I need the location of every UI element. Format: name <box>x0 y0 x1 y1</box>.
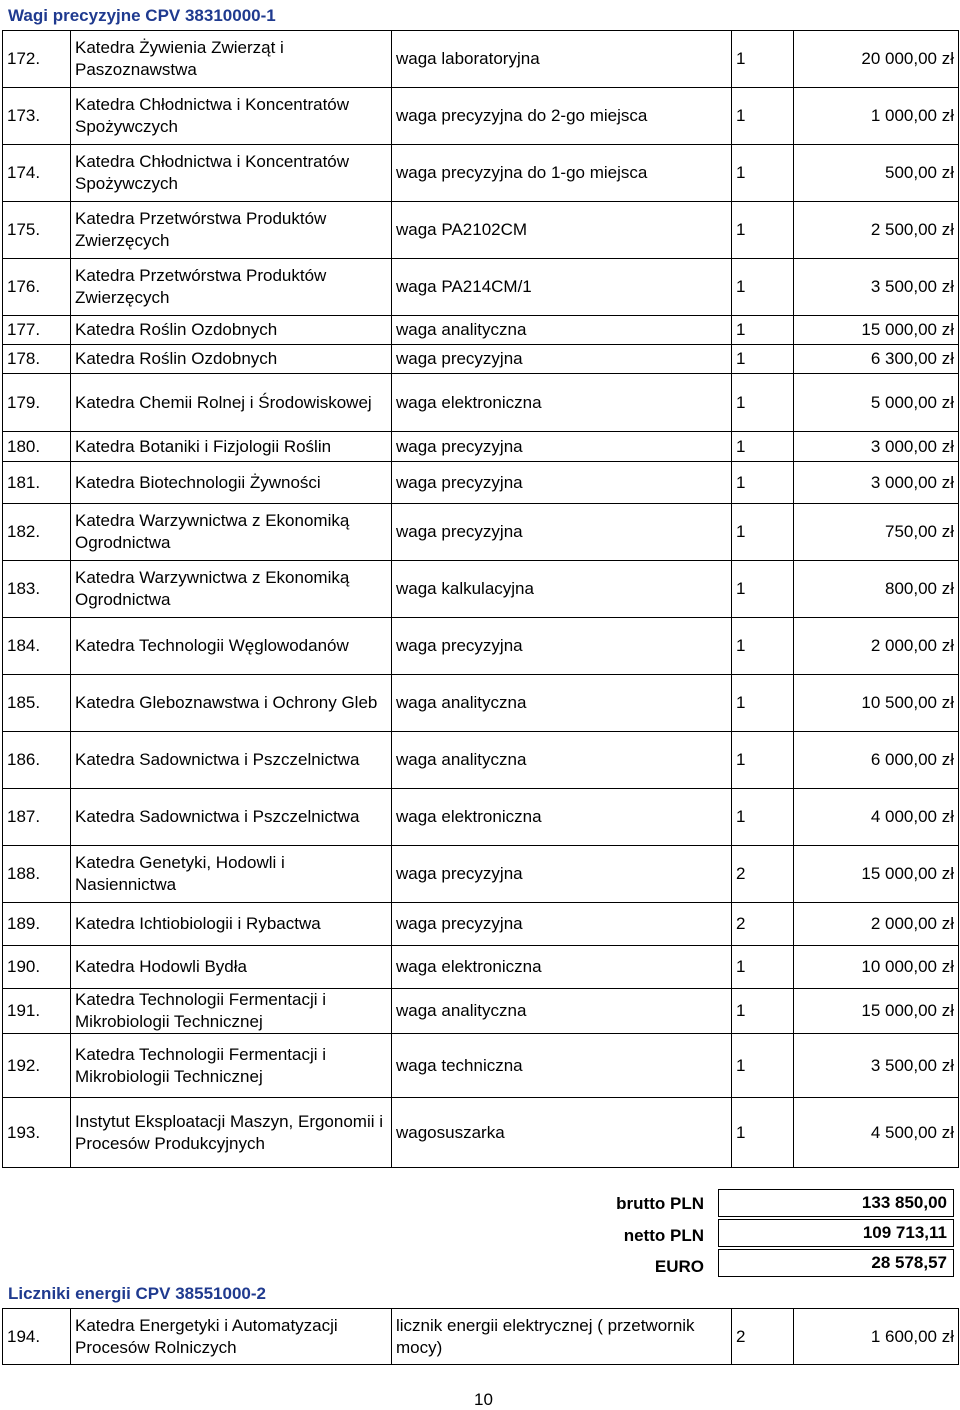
department: Katedra Botaniki i Fizjologii Roślin <box>71 432 392 462</box>
item-name: waga elektroniczna <box>392 374 732 432</box>
price: 6 000,00 zł <box>794 732 959 789</box>
item-name: waga elektroniczna <box>392 789 732 846</box>
total-net-value: 109 713,11 <box>718 1219 954 1247</box>
price: 10 000,00 zł <box>794 946 959 989</box>
table-row <box>3 259 959 316</box>
department: Katedra Ichtiobiologii i Rybactwa <box>71 903 392 946</box>
quantity: 1 <box>732 946 794 989</box>
department: Katedra Przetwórstwa Produktów Zwierzęcych <box>71 202 392 259</box>
department: Katedra Sadownictwa i Pszczelnictwa <box>71 732 392 789</box>
table-row <box>3 561 959 618</box>
item-name: waga precyzyjna <box>392 903 732 946</box>
quantity: 1 <box>732 259 794 316</box>
quantity: 1 <box>732 789 794 846</box>
table-row <box>3 903 959 946</box>
department: Katedra Technologii Fermentacji i Mikrobiologii Technicznej <box>71 1034 392 1098</box>
item-name: waga precyzyjna do 1-go miejsca <box>392 145 732 202</box>
quantity: 1 <box>732 1034 794 1098</box>
row-number: 184. <box>3 618 71 675</box>
quantity: 1 <box>732 432 794 462</box>
table-row <box>3 789 959 846</box>
quantity: 1 <box>732 618 794 675</box>
price: 3 500,00 zł <box>794 259 959 316</box>
quantity: 1 <box>732 989 794 1034</box>
table-row <box>3 846 959 903</box>
price: 3 500,00 zł <box>794 1034 959 1098</box>
department: Instytut Eksploatacji Maszyn, Ergonomii i Procesów Produkcyjnych <box>71 1098 392 1168</box>
department: Katedra Technologii Węglowodanów <box>71 618 392 675</box>
item-name: waga PA214CM/1 <box>392 259 732 316</box>
quantity: 1 <box>732 31 794 88</box>
table-row <box>3 31 959 88</box>
row-number: 178. <box>3 345 71 374</box>
item-name: waga kalkulacyjna <box>392 561 732 618</box>
row-number: 175. <box>3 202 71 259</box>
row-number: 187. <box>3 789 71 846</box>
row-number: 180. <box>3 432 71 462</box>
row-number: 174. <box>3 145 71 202</box>
row-number: 193. <box>3 1098 71 1168</box>
item-name: waga analityczna <box>392 316 732 345</box>
department: Katedra Technologii Fermentacji i Mikrobiologii Technicznej <box>71 989 392 1034</box>
table-row <box>3 432 959 462</box>
price: 4 000,00 zł <box>794 789 959 846</box>
quantity: 1 <box>732 732 794 789</box>
table-row <box>3 1098 959 1168</box>
item-name: waga precyzyjna <box>392 618 732 675</box>
section-title-scales: Wagi precyzyjne CPV 38310000-1 <box>8 6 276 25</box>
item-name: waga analityczna <box>392 989 732 1034</box>
price: 3 000,00 zł <box>794 432 959 462</box>
row-number: 181. <box>3 462 71 504</box>
table-row <box>3 345 959 374</box>
department: Katedra Chłodnictwa i Koncentratów Spożywczych <box>71 88 392 145</box>
item-name: waga techniczna <box>392 1034 732 1098</box>
page-number: 10 <box>474 1390 493 1409</box>
department: Katedra Gleboznawstwa i Ochrony Gleb <box>71 675 392 732</box>
item-name: licznik energii elektrycznej ( przetwornik mocy) <box>392 1309 732 1365</box>
scales-table <box>2 30 959 1168</box>
department: Katedra Energetyki i Automatyzacji Procesów Rolniczych <box>71 1309 392 1365</box>
item-name: waga laboratoryjna <box>392 31 732 88</box>
row-number: 179. <box>3 374 71 432</box>
row-number: 183. <box>3 561 71 618</box>
table-row <box>3 989 959 1034</box>
meters-table <box>2 1308 959 1365</box>
item-name: waga precyzyjna do 2-go miejsca <box>392 88 732 145</box>
department: Katedra Genetyki, Hodowli i Nasiennictwa <box>71 846 392 903</box>
price: 500,00 zł <box>794 145 959 202</box>
price: 2 500,00 zł <box>794 202 959 259</box>
price: 15 000,00 zł <box>794 989 959 1034</box>
quantity: 2 <box>732 1309 794 1365</box>
table-row <box>3 374 959 432</box>
price: 3 000,00 zł <box>794 462 959 504</box>
department: Katedra Sadownictwa i Pszczelnictwa <box>71 789 392 846</box>
item-name: waga precyzyjna <box>392 846 732 903</box>
quantity: 1 <box>732 145 794 202</box>
department: Katedra Hodowli Bydła <box>71 946 392 989</box>
price: 1 000,00 zł <box>794 88 959 145</box>
table-row <box>3 145 959 202</box>
table-row <box>3 316 959 345</box>
item-name: waga elektroniczna <box>392 946 732 989</box>
total-euro-label: EURO <box>654 1257 704 1276</box>
table-row <box>3 462 959 504</box>
section-title-meters: Liczniki energii CPV 38551000-2 <box>8 1284 266 1303</box>
item-name: waga precyzyjna <box>392 345 732 374</box>
total-net-label: netto PLN <box>623 1226 704 1245</box>
quantity: 2 <box>732 903 794 946</box>
item-name: waga precyzyjna <box>392 504 732 561</box>
row-number: 173. <box>3 88 71 145</box>
table-row <box>3 618 959 675</box>
quantity: 1 <box>732 202 794 259</box>
quantity: 1 <box>732 316 794 345</box>
item-name: waga precyzyjna <box>392 462 732 504</box>
item-name: waga analityczna <box>392 675 732 732</box>
quantity: 2 <box>732 846 794 903</box>
table-row <box>3 202 959 259</box>
total-gross-value: 133 850,00 <box>718 1189 954 1217</box>
table-row <box>3 1034 959 1098</box>
price: 20 000,00 zł <box>794 31 959 88</box>
total-gross-label: brutto PLN <box>616 1194 704 1213</box>
quantity: 1 <box>732 504 794 561</box>
row-number: 190. <box>3 946 71 989</box>
department: Katedra Przetwórstwa Produktów Zwierzęcych <box>71 259 392 316</box>
item-name: waga PA2102CM <box>392 202 732 259</box>
price: 5 000,00 zł <box>794 374 959 432</box>
item-name: waga precyzyjna <box>392 432 732 462</box>
price: 15 000,00 zł <box>794 846 959 903</box>
price: 6 300,00 zł <box>794 345 959 374</box>
department: Katedra Chemii Rolnej i Środowiskowej <box>71 374 392 432</box>
total-euro-value: 28 578,57 <box>718 1249 954 1277</box>
department: Katedra Żywienia Zwierząt i Paszoznawstwa <box>71 31 392 88</box>
department: Katedra Roślin Ozdobnych <box>71 316 392 345</box>
price: 15 000,00 zł <box>794 316 959 345</box>
row-number: 182. <box>3 504 71 561</box>
table-row <box>3 946 959 989</box>
row-number: 194. <box>3 1309 71 1365</box>
quantity: 1 <box>732 1098 794 1168</box>
item-name: wagosuszarka <box>392 1098 732 1168</box>
department: Katedra Warzywnictwa z Ekonomiką Ogrodnictwa <box>71 561 392 618</box>
price: 2 000,00 zł <box>794 618 959 675</box>
quantity: 1 <box>732 88 794 145</box>
quantity: 1 <box>732 345 794 374</box>
row-number: 176. <box>3 259 71 316</box>
row-number: 188. <box>3 846 71 903</box>
department: Katedra Biotechnologii Żywności <box>71 462 392 504</box>
price: 4 500,00 zł <box>794 1098 959 1168</box>
item-name: waga analityczna <box>392 732 732 789</box>
row-number: 191. <box>3 989 71 1034</box>
price: 2 000,00 zł <box>794 903 959 946</box>
table-row <box>3 88 959 145</box>
quantity: 1 <box>732 675 794 732</box>
price: 800,00 zł <box>794 561 959 618</box>
row-number: 189. <box>3 903 71 946</box>
price: 1 600,00 zł <box>794 1309 959 1365</box>
quantity: 1 <box>732 561 794 618</box>
table-row <box>3 732 959 789</box>
row-number: 172. <box>3 31 71 88</box>
quantity: 1 <box>732 462 794 504</box>
row-number: 186. <box>3 732 71 789</box>
department: Katedra Roślin Ozdobnych <box>71 345 392 374</box>
row-number: 185. <box>3 675 71 732</box>
quantity: 1 <box>732 374 794 432</box>
table-row <box>3 675 959 732</box>
row-number: 177. <box>3 316 71 345</box>
price: 750,00 zł <box>794 504 959 561</box>
price: 10 500,00 zł <box>794 675 959 732</box>
department: Katedra Warzywnictwa z Ekonomiką Ogrodnictwa <box>71 504 392 561</box>
table-row <box>3 1309 959 1365</box>
department: Katedra Chłodnictwa i Koncentratów Spożywczych <box>71 145 392 202</box>
row-number: 192. <box>3 1034 71 1098</box>
table-row <box>3 504 959 561</box>
